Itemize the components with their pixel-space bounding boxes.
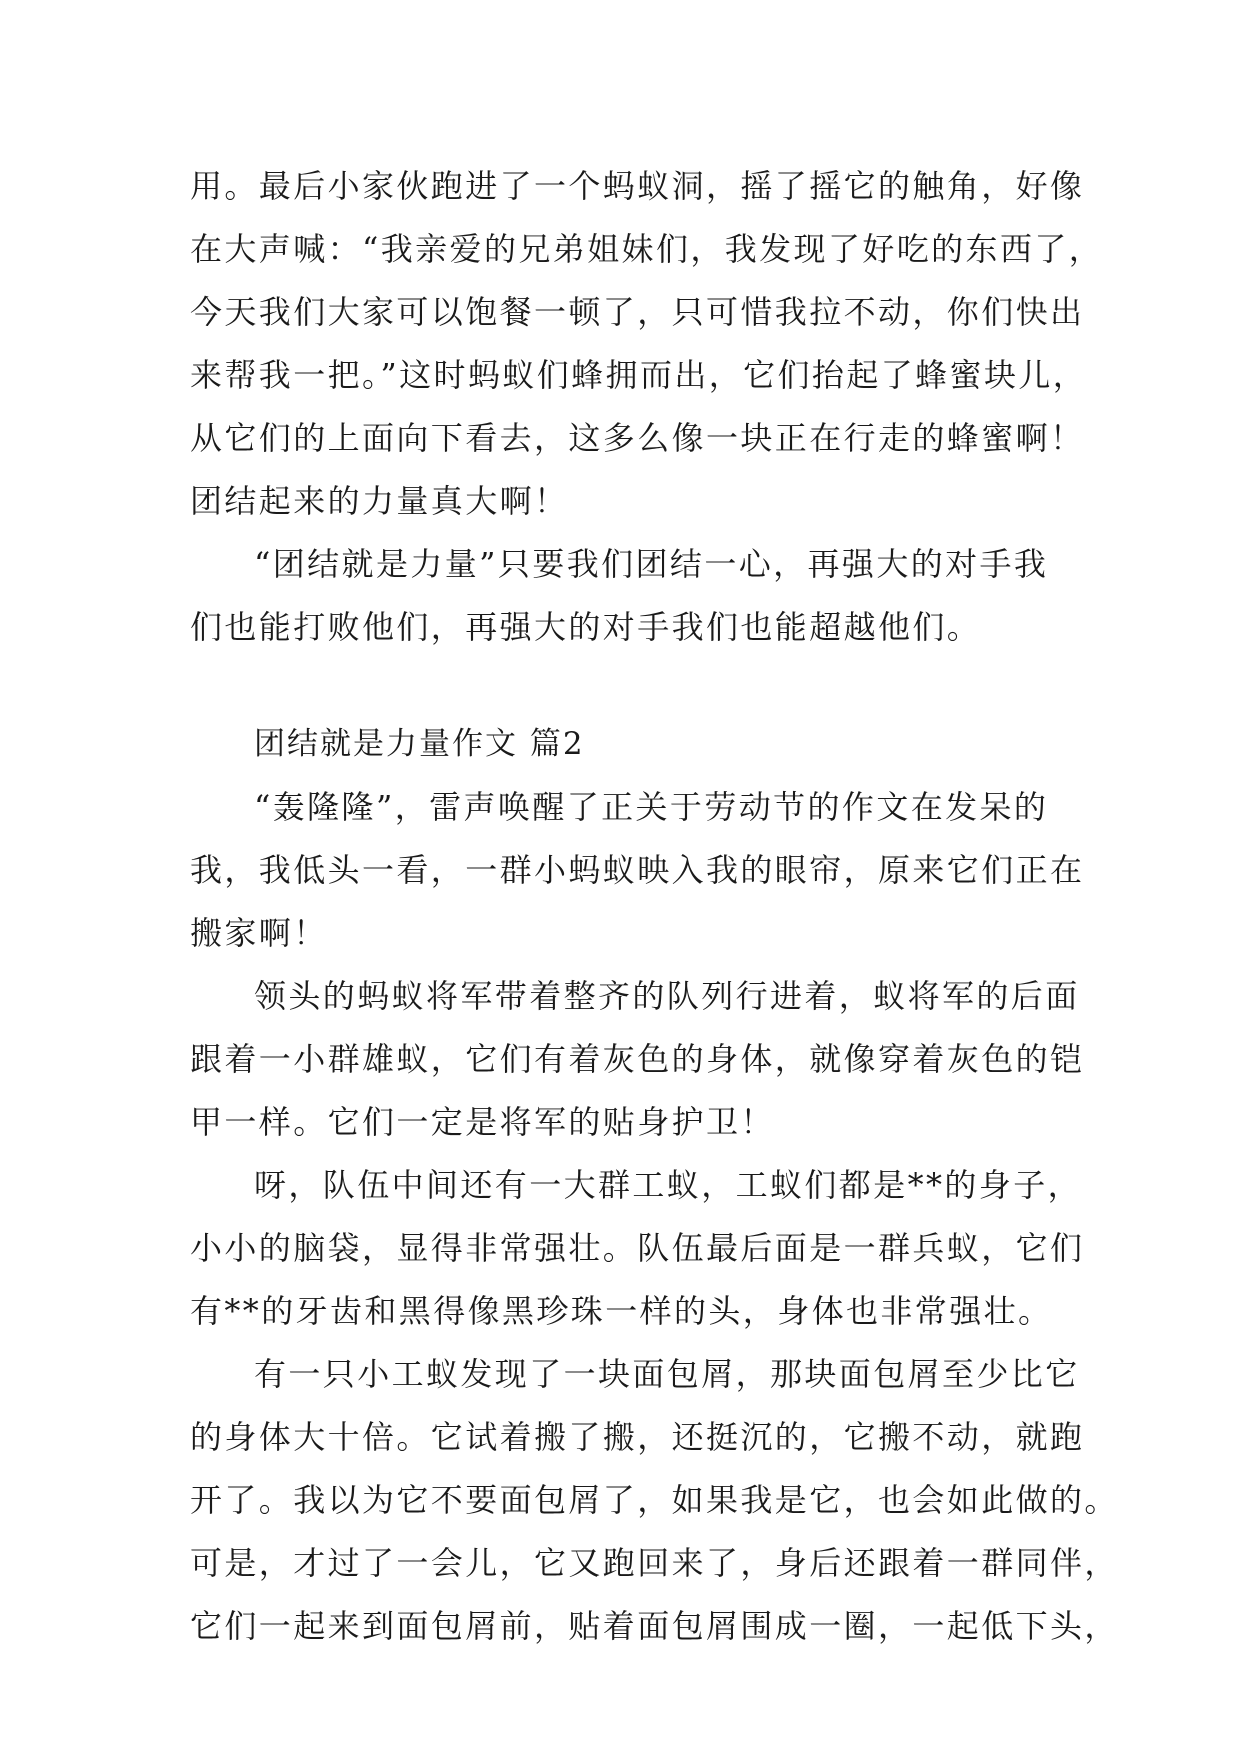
- paragraph-first-line: “团结就是力量”只要我们团结一心，再强大的对手我: [254, 545, 1049, 583]
- text-line: 它们一起来到面包屑前，贴着面包屑围成一圈，一起低下头，: [190, 1607, 1119, 1645]
- text-line: 的身体大十倍。它试着搬了搬，还挺沉的，它搬不动，就跑: [190, 1418, 1085, 1456]
- text-line: 团结起来的力量真大啊！: [190, 482, 569, 520]
- section-heading: 团结就是力量作文 篇2: [254, 726, 585, 762]
- paragraph-first-line: “轰隆隆”，雷声唤醒了正关于劳动节的作文在发呆的: [254, 788, 1049, 826]
- text-line: 们也能打败他们，再强大的对手我们也能超越他们。: [190, 608, 982, 646]
- text-line: 用。最后小家伙跑进了一个蚂蚁洞，摇了摇它的触角，好像: [190, 167, 1085, 205]
- text-line: 小小的脑袋，显得非常强壮。队伍最后面是一群兵蚁，它们: [190, 1229, 1085, 1267]
- text-line: 有**的牙齿和黑得像黑珍珠一样的头，身体也非常强壮。: [190, 1292, 1053, 1330]
- text-line: 来帮我一把。”这时蚂蚁们蜂拥而出，它们抬起了蜂蜜块儿，: [190, 356, 1088, 394]
- text-line: 今天我们大家可以饱餐一顿了，只可惜我拉不动，你们快出: [190, 293, 1085, 331]
- paragraph-first-line: 领头的蚂蚁将军带着整齐的队列行进着，蚁将军的后面: [254, 977, 1080, 1015]
- paragraph-first-line: 呀，队伍中间还有一大群工蚁，工蚁们都是**的身子，: [254, 1166, 1083, 1204]
- text-line: 我，我低头一看，一群小蚂蚁映入我的眼帘，原来它们正在: [190, 851, 1085, 889]
- text-line: 搬家啊！: [190, 914, 328, 952]
- text-line: 可是，才过了一会儿，它又跑回来了，身后还跟着一群同伴，: [190, 1544, 1119, 1582]
- text-line: 在大声喊：“我亲爱的兄弟姐妹们，我发现了好吃的东西了，: [190, 230, 1104, 268]
- text-line: 开了。我以为它不要面包屑了，如果我是它，也会如此做的。: [190, 1481, 1119, 1519]
- text-line: 甲一样。它们一定是将军的贴身护卫！: [190, 1103, 775, 1141]
- text-line: 跟着一小群雄蚁，它们有着灰色的身体，就像穿着灰色的铠: [190, 1040, 1085, 1078]
- paragraph-first-line: 有一只小工蚁发现了一块面包屑，那块面包屑至少比它: [254, 1355, 1080, 1393]
- text-line: 从它们的上面向下看去，这多么像一块正在行走的蜂蜜啊！: [190, 419, 1085, 457]
